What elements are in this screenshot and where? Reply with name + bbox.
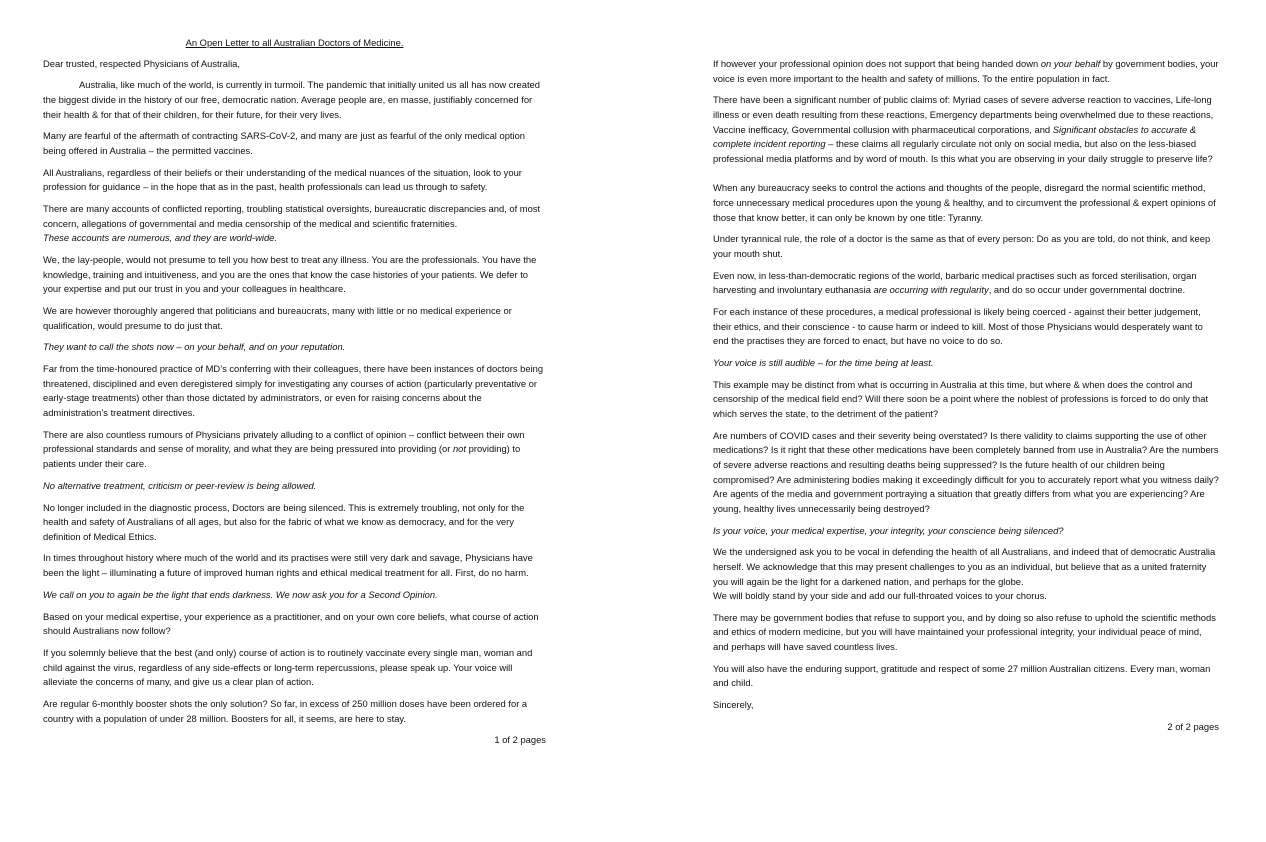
paragraph-text: We the undersigned ask you to be vocal in defending the health of all Australians, and indeed that of democratic Australia herself. We acknowledge that this may present challenges to you as an individual, but believe that as a united fraternity you will again be the light for a darkened nation, and perhaps for the globe. <box>713 546 1216 587</box>
paragraph <box>713 269 1219 298</box>
page-number: 2 of 2 pages <box>1167 721 1219 732</box>
italic-statement: No alternative treatment, criticism or peer-review is being allowed. <box>43 479 317 491</box>
italic-emphasis: These accounts are numerous, and they are world-wide. <box>43 232 277 244</box>
paragraph: All Australians, regardless of their beliefs or their understanding of the medical nuances of the situation, look to your profession for guidance – in the hope that as in the past, health professionals can lead us through to safety. <box>43 166 522 193</box>
paragraph: If you solemnly believe that the best (and only) course of action is to routinely vaccinate every single man, woman and child against the virus, regardless of any side-effects or long-term repercussions, please speak up. Your voice will alleviate the concerns of many, and give us a clear plan of action. <box>43 647 533 688</box>
paragraph: This example may be distinct from what is occurring in Australia at this time, but where & when does the control and censorship of the medical field end? Will there soon be a point where the noblest of professions is forced to do only that which serves the state, to the detriment of the patient? <box>713 378 1209 419</box>
italic-statement: We call on you to again be the light that ends darkness. We now ask you for a Second Opinion. <box>43 588 438 600</box>
paragraph: Many are fearful of the aftermath of contracting SARS-CoV-2, and many are just as fearful of the only medical option being offered in Australia – the permitted vaccines. <box>43 130 526 156</box>
paragraph-text: Even now, in less-than-democratic regions of the world, barbaric medical practises such as forced sterilisation, organ harvesting and involuntary euthanasia <box>713 269 1197 296</box>
italic-statement: Your voice is still audible – for the time being at least. <box>713 357 934 369</box>
paragraph: Based on your medical expertise, your experience as a practitioner, and on your own core beliefs, what course of action should Australians now follow? <box>43 610 539 637</box>
italic-emphasis: are occurring with regularity <box>873 284 989 296</box>
paragraph-text: , and do so occur under governmental doctrine. <box>988 284 1186 296</box>
salutation: Dear trusted, respected Physicians of Australia, <box>43 57 240 69</box>
italic-emphasis: on your behalf <box>1040 58 1101 69</box>
italic-statement: They want to call the shots now – on your behalf, and on your reputation. <box>43 341 346 353</box>
paragraph: Are regular 6-monthly booster shots the only solution? So far, in excess of 250 million doses have been ordered for a country with a population of under 28 million. Boosters for all, it seems, are here to stay. <box>43 697 528 724</box>
letter-title: An Open Letter to all Australian Doctors of Medicine. <box>185 37 404 48</box>
paragraph <box>713 545 1219 603</box>
paragraph-text: providing) to patients under their care. <box>43 443 521 469</box>
paragraph: We are however thoroughly angered that politicians and bureaucrats, many with little or no medical experience or qualification, would presume to do just that. <box>43 305 512 331</box>
italic-statement: Is your voice, your medical expertise, your integrity, your conscience being silenced? <box>713 524 1064 536</box>
paragraph-text: by government bodies, your voice is even more important to the health and safety of millions. To the entire population in fact. <box>713 58 1219 84</box>
italic-emphasis: Significant obstacles to accurate & complete incident reporting <box>713 123 1197 150</box>
paragraph <box>713 93 1219 166</box>
page-number: 1 of 2 pages <box>494 734 546 746</box>
paragraph: When any bureaucracy seeks to control the actions and thoughts of the people, disregard the normal scientific method, force unnecessary medical procedures upon the young & healthy, and to circumvent the professional & expert opinions of those that know better, it can only be known by one title: Tyranny. <box>713 182 1216 223</box>
paragraph-text: – these claims all regularly circulate not only on social media, but also on the less-biased professional media platforms and by word of mouth. Is this what you are observing in your daily struggle to preserve life? <box>713 138 1213 164</box>
paragraph: For each instance of these procedures, a medical professional is likely being coerced - against their better judgement, their ethics, and their conscience - to cause harm or indeed to kill. Most of those Physicians would desperately want to end the practises they are forced to enact, but have no voice to do so. <box>713 306 1203 347</box>
paragraph: Far from the time-honoured practice of MD’s conferring with their colleagues, there have been instances of doctors being threatened, disciplined and even deregistered simply for investigating any courses of action (particularly preventative or early-stage treatments) other than those dictated by administrators, or even for raising concerns about the administration’s treatment directives. <box>43 363 544 418</box>
paragraph: In times throughout history where much of the world and its practises were still very dark and savage, Physicians have been the light – illuminating a future of improved human rights and ethical medical treatment for all. First, do no harm. <box>43 552 533 579</box>
closing: Sincerely, <box>713 699 754 711</box>
paragraph-text: There have been a significant number of public claims of: Myriad cases of severe adverse reaction to vaccines, Life-long illness or even death resulting from these reactions, Emergency departments being overwhelmed due to these reactions, Vaccine inefficacy, Governmental collusion with pharmaceutical corporations, and <box>713 94 1214 135</box>
paragraph: Are numbers of COVID cases and their severity being overstated? Is there validity to claims supporting the use of other medications? Is it right that these other medications have been completely banned from use in Australia? Are the numbers of severe adverse reactions and resulting deaths being suppressed? Is the future health of our children being compromised? Are administering bodies making it exceedingly difficult for you to accurately report what you witness daily? Are agents of the media and government portraying a situation that greatly differs from what you are experiencing? Are young, healthy lives unnecessarily being destroyed? <box>713 429 1219 514</box>
italic-emphasis: not <box>452 443 467 455</box>
paragraph: Australia, like much of the world, is currently in turmoil. The pandemic that initially united us all has now created the biggest divide in the history of our free, democratic nation. Average people are, en masse, justifiably concerned for their health & for that of their children, for their future, for their very lives. <box>43 79 540 120</box>
paragraph-text: There are also countless rumours of Physicians privately alluding to a conflict of opinion – conflict between their own professional standards and sense of morality, and what they are being pressured into providing (or <box>43 428 525 455</box>
letter-page-1 <box>43 0 546 755</box>
paragraph <box>43 428 546 472</box>
paragraph: We, the lay-people, would not presume to tell you how best to treat any illness. You are the professionals. You have the knowledge, training and intuitiveness, and you are the ones that know the case histories of your patients. We defer to your expertise and put our trust in you and your colleagues in healthcare. <box>43 254 537 295</box>
paragraph-text: There are many accounts of conflicted reporting, troubling statistical oversights, bureaucratic discrepancies and, of most concern, allegations of governmental and media censorship of the medical and scientific fraternities. <box>43 203 541 229</box>
paragraph-text: If however your professional opinion does not support that being handed down <box>713 58 1041 69</box>
paragraph: There may be government bodies that refuse to support you, and by doing so also refuse to uphold the scientific methods and ethics of modern medicine, but you will have maintained your professional integrity, your individual peace of mind, and perhaps will have saved countless lives. <box>713 611 1216 653</box>
paragraph: Under tyrannical rule, the role of a doctor is the same as that of every person: Do as you are told, do not think, and keep your mouth shut. <box>713 233 1211 259</box>
letter-page-2 <box>713 0 1219 742</box>
paragraph <box>713 57 1219 86</box>
paragraph <box>43 202 546 246</box>
paragraph-text: We will boldly stand by your side and add our full-throated voices to your chorus. <box>713 590 1047 602</box>
paragraph: No longer included in the diagnostic process, Doctors are being silenced. This is extremely troubling, not only for the health and safety of Australians of all ages, but also for the fabric of what we know as democracy, and for the very definition of Medical Ethics. <box>43 501 525 542</box>
paragraph: You will also have the enduring support, gratitude and respect of some 27 million Australian citizens. Every man, woman and child. <box>713 662 1211 689</box>
